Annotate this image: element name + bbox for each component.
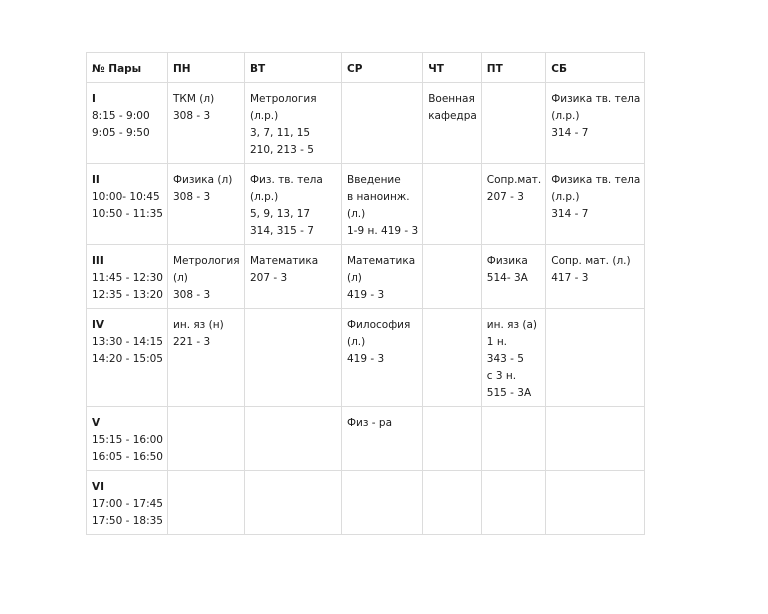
pair-cell — [87, 471, 168, 535]
lesson-cell-wednesday — [342, 471, 423, 535]
lesson-text: (л.р.) — [250, 191, 279, 203]
header-tuesday: ВТ — [245, 53, 342, 83]
pair-number: IV — [92, 319, 105, 331]
lesson-text: 1 н. — [486, 336, 508, 348]
schedule-row — [87, 245, 645, 309]
lesson-text: 514- 3А — [486, 272, 528, 284]
lesson-text: 515 - 3А — [486, 387, 532, 399]
pair-number: V — [92, 417, 101, 429]
lesson-text: 419 - 3 — [347, 289, 385, 301]
lesson-text: Математика — [347, 255, 416, 267]
lesson-text: (л.р.) — [250, 110, 279, 122]
lesson-cell-friday — [481, 471, 545, 535]
lesson-cell-tuesday — [245, 309, 342, 407]
header-saturday: СБ — [546, 53, 645, 83]
lesson-text: 308 - 3 — [173, 289, 211, 301]
header-pair-number: № Пары — [87, 53, 168, 83]
lesson-text: (л.р.) — [551, 110, 580, 122]
lesson-cell-wednesday — [342, 309, 423, 407]
lesson-text: Сопр. мат. (л.) — [551, 255, 631, 267]
lesson-text: 207 - 3 — [250, 272, 288, 284]
lesson-text: Физ. тв. тела — [250, 174, 323, 186]
lesson-text: ТКМ (л) — [173, 93, 215, 105]
lesson-text: кафедра — [428, 110, 477, 122]
lesson-text: 3, 7, 11, 15 — [250, 127, 311, 139]
pair-cell — [87, 407, 168, 471]
lesson-cell-wednesday — [342, 83, 423, 164]
lesson-cell-saturday — [546, 164, 645, 245]
header-wednesday: СР — [342, 53, 423, 83]
schedule-row — [87, 309, 645, 407]
lesson-text: 314 - 7 — [551, 208, 589, 220]
lesson-text: Введение — [347, 174, 401, 186]
lesson-text: (л) — [173, 272, 188, 284]
lesson-cell-tuesday — [245, 83, 342, 164]
pair-time: 9:05 - 9:50 — [92, 127, 150, 139]
pair-time: 10:50 - 11:35 — [92, 208, 163, 220]
lesson-text: Физика — [486, 255, 528, 267]
lesson-cell-monday — [168, 83, 245, 164]
lesson-cell-tuesday — [245, 471, 342, 535]
pair-number: II — [92, 174, 100, 186]
lesson-text: 314, 315 - 7 — [250, 225, 314, 237]
lesson-cell-wednesday — [342, 407, 423, 471]
lesson-cell-friday — [481, 309, 545, 407]
lesson-cell-wednesday — [342, 164, 423, 245]
header-monday: ПН — [168, 53, 245, 83]
pair-time: 14:20 - 15:05 — [92, 353, 163, 365]
lesson-cell-friday — [481, 164, 545, 245]
lesson-cell-friday — [481, 245, 545, 309]
lesson-cell-wednesday — [342, 245, 423, 309]
pair-number: I — [92, 93, 96, 105]
lesson-text: 417 - 3 — [551, 272, 589, 284]
lesson-text: Сопр.мат. — [486, 174, 542, 186]
lesson-cell-tuesday — [245, 407, 342, 471]
lesson-text: 221 - 3 — [173, 336, 211, 348]
lesson-cell-saturday — [546, 471, 645, 535]
lesson-text: 419 - 3 — [347, 353, 385, 365]
lesson-text: (л.) — [347, 336, 366, 348]
lesson-text: ин. яз (а) — [486, 319, 538, 331]
lesson-cell-monday — [168, 407, 245, 471]
lesson-cell-monday — [168, 164, 245, 245]
lesson-cell-thursday — [423, 309, 482, 407]
pair-cell — [87, 245, 168, 309]
header-row — [87, 53, 645, 83]
pair-time: 15:15 - 16:00 — [92, 434, 163, 446]
lesson-text: Математика — [250, 255, 319, 267]
lesson-cell-thursday — [423, 471, 482, 535]
lesson-cell-monday — [168, 471, 245, 535]
lesson-cell-monday — [168, 245, 245, 309]
schedule-table — [86, 52, 645, 535]
lesson-text: 314 - 7 — [551, 127, 589, 139]
pair-time: 11:45 - 12:30 — [92, 272, 163, 284]
lesson-cell-monday — [168, 309, 245, 407]
pair-cell — [87, 309, 168, 407]
lesson-text: Философия — [347, 319, 411, 331]
pair-time: 16:05 - 16:50 — [92, 451, 163, 463]
lesson-cell-thursday — [423, 164, 482, 245]
pair-time: 12:35 - 13:20 — [92, 289, 163, 301]
pair-time: 17:50 - 18:35 — [92, 515, 163, 527]
lesson-text: 5, 9, 13, 17 — [250, 208, 311, 220]
lesson-cell-saturday — [546, 245, 645, 309]
pair-cell — [87, 164, 168, 245]
lesson-cell-friday — [481, 83, 545, 164]
pair-time: 13:30 - 14:15 — [92, 336, 163, 348]
lesson-text: Физ - ра — [347, 417, 393, 429]
pair-time: 17:00 - 17:45 — [92, 498, 163, 510]
lesson-text: Военная — [428, 93, 475, 105]
lesson-text: 207 - 3 — [486, 191, 524, 203]
lesson-text: 343 - 5 — [486, 353, 524, 365]
lesson-text: в наноинж. — [347, 191, 410, 203]
lesson-text: с 3 н. — [486, 370, 517, 382]
pair-cell — [87, 83, 168, 164]
lesson-cell-thursday — [423, 245, 482, 309]
pair-time: 10:00- 10:45 — [92, 191, 160, 203]
pair-number: III — [92, 255, 104, 267]
lesson-text: Метрология — [173, 255, 240, 267]
lesson-text: 308 - 3 — [173, 191, 211, 203]
lesson-cell-saturday — [546, 83, 645, 164]
lesson-text: 1-9 н. 419 - 3 — [347, 225, 419, 237]
lesson-cell-thursday — [423, 407, 482, 471]
lesson-cell-friday — [481, 407, 545, 471]
lesson-cell-saturday — [546, 309, 645, 407]
lesson-text: Метрология — [250, 93, 317, 105]
lesson-cell-saturday — [546, 407, 645, 471]
lesson-cell-tuesday — [245, 245, 342, 309]
lesson-text: (л.) — [347, 208, 366, 220]
header-friday: ПТ — [481, 53, 545, 83]
schedule-row — [87, 471, 645, 535]
lesson-text: ин. яз (н) — [173, 319, 224, 331]
schedule-row — [87, 83, 645, 164]
schedule-row — [87, 407, 645, 471]
lesson-text: Физика тв. тела — [551, 174, 641, 186]
schedule-body — [87, 83, 645, 535]
lesson-cell-thursday — [423, 83, 482, 164]
header-thursday: ЧТ — [423, 53, 482, 83]
lesson-text: Физика тв. тела — [551, 93, 641, 105]
lesson-cell-tuesday — [245, 164, 342, 245]
lesson-text: (л.р.) — [551, 191, 580, 203]
lesson-text: 210, 213 - 5 — [250, 144, 314, 156]
pair-number: VI — [92, 481, 105, 493]
schedule-row — [87, 164, 645, 245]
lesson-text: Физика (л) — [173, 174, 233, 186]
lesson-text: (л) — [347, 272, 362, 284]
lesson-text: 308 - 3 — [173, 110, 211, 122]
pair-time: 8:15 - 9:00 — [92, 110, 150, 122]
